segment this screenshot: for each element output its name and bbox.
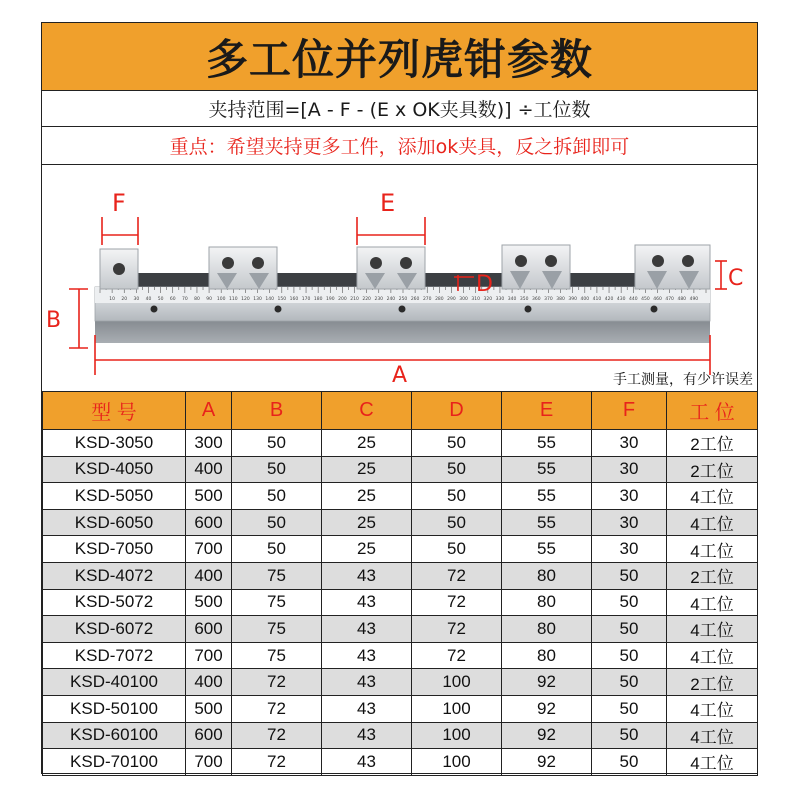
cell-stations: 2工位 (667, 456, 758, 483)
table-row (43, 669, 758, 696)
vise-diagram (42, 165, 757, 391)
ruler-label: 60 (169, 297, 176, 302)
mount-hole (275, 306, 282, 313)
mount-hole (651, 306, 658, 313)
header-model: 型 号 (43, 392, 186, 430)
label-A: A (392, 363, 408, 388)
ruler-label: 280 (435, 297, 444, 302)
cell-a: 700 (186, 642, 232, 669)
cell-f: 30 (592, 483, 667, 510)
cell-d: 72 (412, 589, 502, 616)
cell-stations: 2工位 (667, 562, 758, 589)
cell-f: 50 (592, 589, 667, 616)
ruler-label: 10 (109, 297, 115, 302)
ruler-label: 30 (133, 297, 140, 302)
cell-d: 100 (412, 722, 502, 749)
mount-hole (399, 306, 406, 313)
ruler-label: 220 (362, 297, 371, 302)
ruler-label: 80 (194, 297, 200, 302)
cell-d: 72 (412, 616, 502, 643)
cell-f: 50 (592, 642, 667, 669)
cell-c: 43 (322, 749, 412, 776)
cell-b: 75 (232, 642, 322, 669)
cell-a: 300 (186, 430, 232, 457)
cell-d: 50 (412, 509, 502, 536)
cell-a: 400 (186, 562, 232, 589)
header-c: C (322, 392, 412, 430)
cell-c: 25 (322, 536, 412, 563)
cell-model: KSD-3050 (43, 430, 186, 457)
mount-hole (151, 306, 158, 313)
cell-model: KSD-50100 (43, 695, 186, 722)
cell-e: 80 (502, 642, 592, 669)
cell-f: 50 (592, 722, 667, 749)
ruler-label: 300 (459, 297, 468, 302)
cell-model: KSD-4072 (43, 562, 186, 589)
clamp-block-2 (357, 247, 425, 289)
ruler-label: 140 (265, 297, 274, 302)
cell-a: 600 (186, 722, 232, 749)
header-f: F (592, 392, 667, 430)
cell-stations: 4工位 (667, 695, 758, 722)
ruler-label: 240 (386, 297, 396, 302)
table-header-row (43, 392, 758, 430)
label-E: E (380, 189, 396, 217)
clamp-block-3 (502, 245, 570, 289)
header-d: D (412, 392, 502, 430)
cell-stations: 2工位 (667, 430, 758, 457)
cell-model: KSD-40100 (43, 669, 186, 696)
table-row (43, 749, 758, 776)
cell-a: 600 (186, 616, 232, 643)
cell-e: 80 (502, 616, 592, 643)
ruler-label: 340 (507, 297, 517, 302)
cell-model: KSD-6050 (43, 509, 186, 536)
cell-f: 50 (592, 616, 667, 643)
cell-f: 30 (592, 509, 667, 536)
cell-f: 50 (592, 669, 667, 696)
ruler-label: 180 (313, 297, 323, 302)
cell-stations: 4工位 (667, 589, 758, 616)
ruler-label: 20 (121, 297, 128, 302)
ruler-label: 290 (447, 297, 456, 302)
label-F: F (112, 189, 126, 217)
cell-f: 50 (592, 562, 667, 589)
ruler-label: 420 (604, 297, 614, 302)
header-b: B (232, 392, 322, 430)
cell-f: 30 (592, 536, 667, 563)
ruler-label: 310 (471, 297, 481, 302)
cell-e: 92 (502, 749, 592, 776)
cell-a: 500 (186, 695, 232, 722)
header-e: E (502, 392, 592, 430)
cell-stations: 4工位 (667, 722, 758, 749)
cell-stations: 4工位 (667, 616, 758, 643)
spec-table (42, 391, 758, 776)
cell-f: 50 (592, 695, 667, 722)
fixed-jaw-left (100, 249, 138, 289)
cell-c: 25 (322, 509, 412, 536)
ruler-label: 450 (641, 297, 650, 302)
cell-a: 500 (186, 589, 232, 616)
table-row (43, 456, 758, 483)
ruler-label: 90 (206, 297, 212, 302)
cell-c: 25 (322, 430, 412, 457)
cell-d: 50 (412, 430, 502, 457)
ruler-label: 70 (181, 297, 188, 302)
cell-b: 50 (232, 456, 322, 483)
ruler-label: 390 (568, 297, 577, 302)
ruler-label: 400 (580, 297, 590, 302)
mount-hole (525, 306, 532, 313)
ruler-label: 410 (592, 297, 602, 302)
key-note: 重点：希望夹持更多工件，添加ok夹具，反之拆卸即可 (42, 127, 757, 165)
ruler-label: 110 (229, 297, 238, 302)
cell-b: 75 (232, 589, 322, 616)
cell-stations: 4工位 (667, 749, 758, 776)
label-D: D (476, 272, 493, 297)
cell-e: 92 (502, 669, 592, 696)
cell-c: 43 (322, 722, 412, 749)
cell-b: 50 (232, 536, 322, 563)
ruler-label: 380 (556, 297, 565, 302)
cell-e: 55 (502, 430, 592, 457)
cell-b: 75 (232, 616, 322, 643)
ruler-label: 120 (241, 297, 250, 302)
ruler-label: 350 (519, 297, 529, 302)
ruler-label: 320 (483, 297, 493, 302)
cell-e: 92 (502, 695, 592, 722)
table-row (43, 722, 758, 749)
cell-a: 400 (186, 456, 232, 483)
cell-model: KSD-7072 (43, 642, 186, 669)
cell-d: 100 (412, 669, 502, 696)
cell-model: KSD-7050 (43, 536, 186, 563)
cell-model: KSD-5050 (43, 483, 186, 510)
cell-a: 700 (186, 749, 232, 776)
cell-d: 100 (412, 695, 502, 722)
cell-model: KSD-60100 (43, 722, 186, 749)
table-row (43, 536, 758, 563)
table-row (43, 695, 758, 722)
cell-b: 75 (232, 562, 322, 589)
fixed-jaw-right (635, 245, 710, 289)
ruler-label: 470 (665, 297, 674, 302)
ruler-label: 100 (216, 297, 226, 302)
cell-d: 72 (412, 642, 502, 669)
label-C: C (728, 266, 744, 291)
ruler-label: 460 (653, 297, 662, 302)
cell-e: 80 (502, 589, 592, 616)
cell-c: 25 (322, 483, 412, 510)
cell-c: 43 (322, 669, 412, 696)
cell-stations: 4工位 (667, 536, 758, 563)
cell-a: 500 (186, 483, 232, 510)
cell-d: 50 (412, 536, 502, 563)
ruler-label: 480 (677, 297, 687, 302)
ruler-label: 40 (145, 297, 152, 302)
cell-b: 72 (232, 695, 322, 722)
ruler-label: 490 (689, 297, 699, 302)
table-row (43, 509, 758, 536)
cell-e: 80 (502, 562, 592, 589)
cell-a: 400 (186, 669, 232, 696)
ruler-label: 360 (532, 297, 541, 302)
cell-d: 100 (412, 749, 502, 776)
ruler-label: 430 (616, 297, 626, 302)
cell-f: 30 (592, 456, 667, 483)
table-row (43, 430, 758, 457)
table-row (43, 642, 758, 669)
ruler-label: 50 (157, 297, 164, 302)
cell-c: 43 (322, 562, 412, 589)
cell-stations: 4工位 (667, 642, 758, 669)
table-row (43, 483, 758, 510)
cell-e: 55 (502, 456, 592, 483)
ruler-label: 190 (325, 297, 335, 302)
vise-illustration (42, 165, 759, 391)
ruler-label: 200 (338, 297, 347, 302)
cell-stations: 4工位 (667, 509, 758, 536)
cell-model: KSD-70100 (43, 749, 186, 776)
cell-a: 600 (186, 509, 232, 536)
cell-d: 50 (412, 483, 502, 510)
cell-d: 72 (412, 562, 502, 589)
ruler-label: 170 (301, 297, 311, 302)
cell-b: 50 (232, 483, 322, 510)
cell-a: 700 (186, 536, 232, 563)
cell-f: 50 (592, 749, 667, 776)
cell-b: 72 (232, 669, 322, 696)
clamping-range-formula: 夹持范围=[A - F - (E x OK夹具数)] ÷工位数 (42, 91, 757, 127)
cell-d: 50 (412, 456, 502, 483)
table-row (43, 589, 758, 616)
cell-stations: 4工位 (667, 483, 758, 510)
cell-b: 72 (232, 749, 322, 776)
ruler-label: 250 (398, 297, 408, 302)
cell-e: 55 (502, 536, 592, 563)
cell-c: 43 (322, 589, 412, 616)
ruler-label: 440 (628, 297, 638, 302)
page-title: 多工位并列虎钳参数 (42, 23, 757, 91)
ruler-label: 230 (374, 297, 384, 302)
ruler-label: 210 (350, 297, 359, 302)
cell-c: 43 (322, 695, 412, 722)
cell-b: 50 (232, 509, 322, 536)
header-stations: 工 位 (667, 392, 758, 430)
cell-c: 43 (322, 642, 412, 669)
ruler-label: 370 (544, 297, 553, 302)
table-row (43, 616, 758, 643)
cell-model: KSD-5072 (43, 589, 186, 616)
ruler-label: 260 (410, 297, 420, 302)
table-body (43, 430, 758, 776)
header-a: A (186, 392, 232, 430)
ruler-label: 270 (422, 297, 432, 302)
cell-stations: 2工位 (667, 669, 758, 696)
table-row (43, 562, 758, 589)
ruler-label: 330 (495, 297, 505, 302)
clamp-block-1 (209, 247, 277, 289)
cell-b: 50 (232, 430, 322, 457)
cell-c: 25 (322, 456, 412, 483)
ruler-label: 150 (277, 297, 287, 302)
cell-b: 72 (232, 722, 322, 749)
cell-model: KSD-6072 (43, 616, 186, 643)
ruler-label: 130 (253, 297, 262, 302)
cell-f: 30 (592, 430, 667, 457)
spec-sheet (41, 22, 758, 774)
ruler-label: 160 (289, 297, 299, 302)
cell-e: 55 (502, 483, 592, 510)
cell-c: 43 (322, 616, 412, 643)
label-B: B (46, 308, 62, 333)
measurement-disclaimer: 手工测量，有少许误差 (613, 372, 753, 388)
cell-model: KSD-4050 (43, 456, 186, 483)
cell-e: 92 (502, 722, 592, 749)
cell-e: 55 (502, 509, 592, 536)
